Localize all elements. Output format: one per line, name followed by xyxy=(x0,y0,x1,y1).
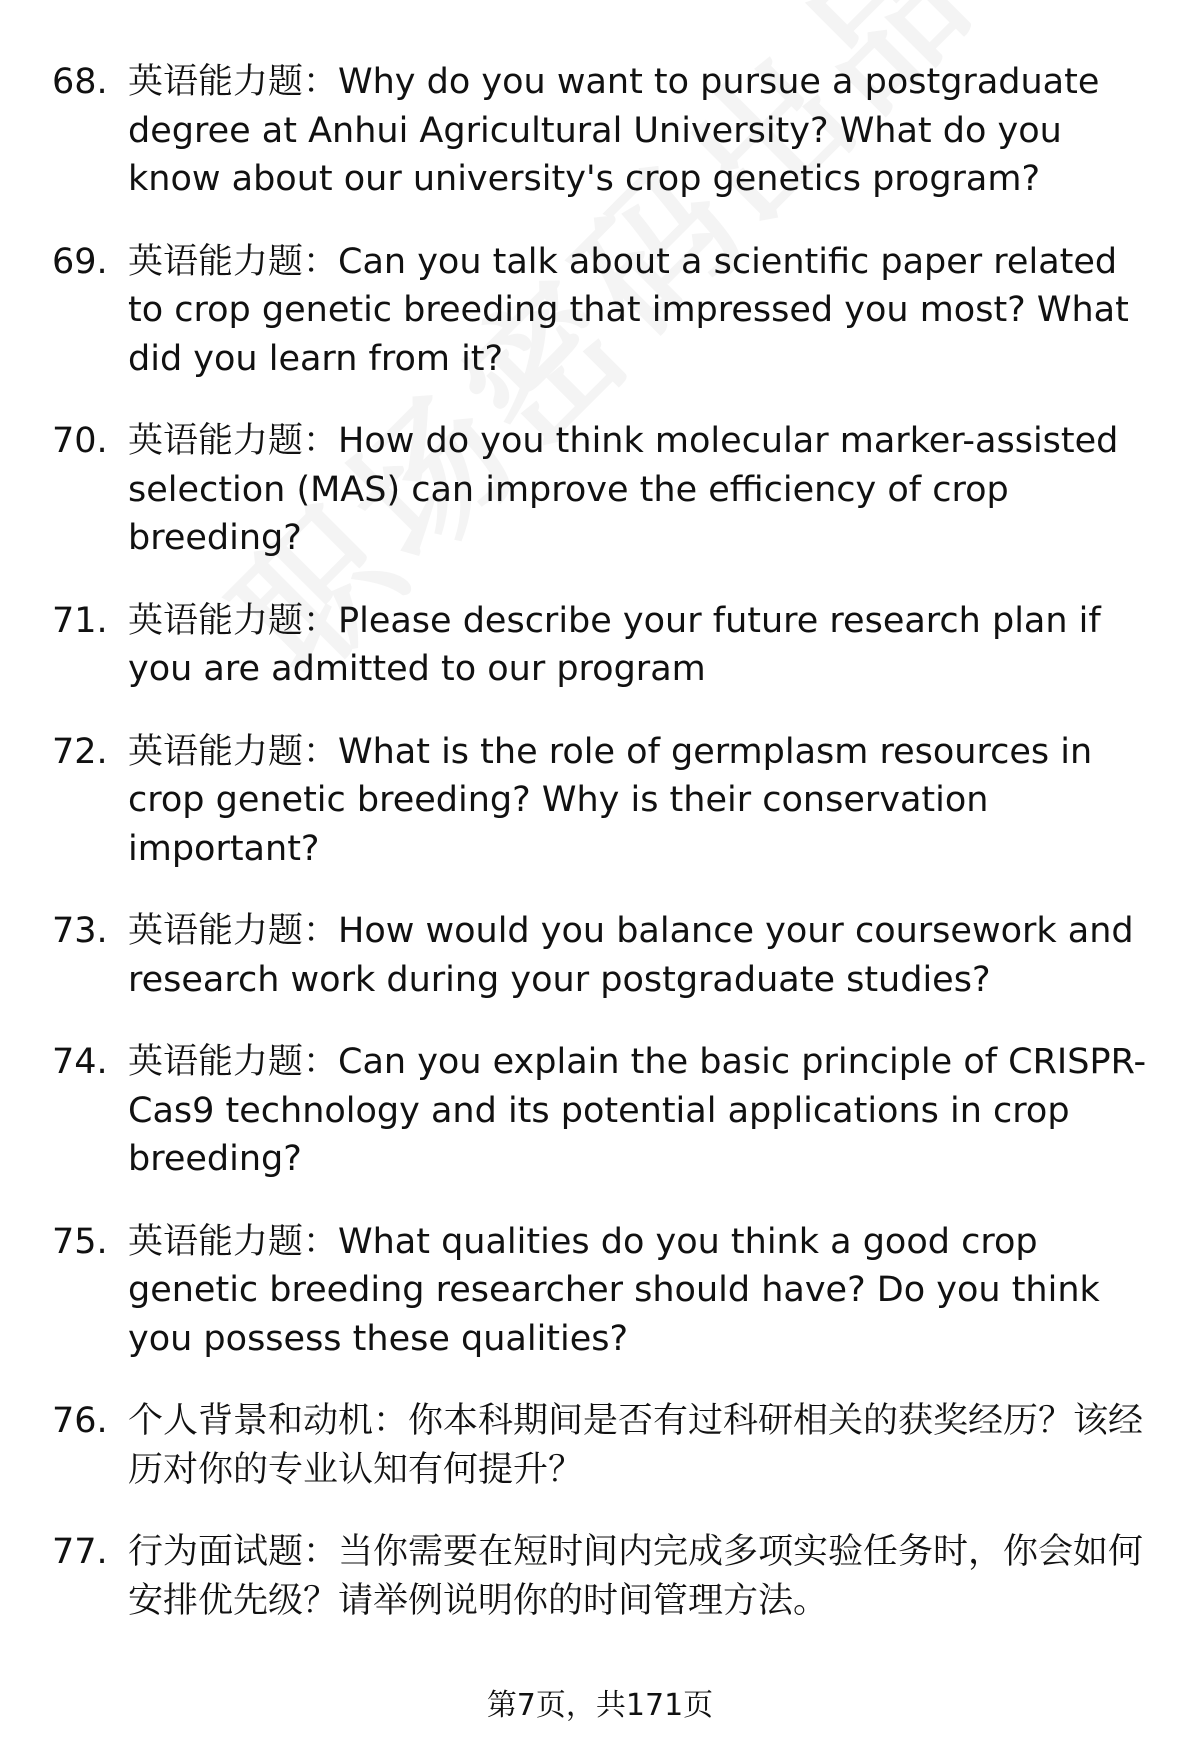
question-text: 行为面试题：当你需要在短时间内完成多项实验任务时，你会如何安排优先级？请举例说明你的时间管理方法。 xyxy=(128,1532,1144,1621)
question-text: 英语能力题：Can you talk about a scientific paper related to crop genetic breeding that impressed you most? What did you learn from it? xyxy=(128,241,1129,379)
question-list xyxy=(52,58,1162,1659)
question-item xyxy=(52,1528,1162,1625)
question-text: 英语能力题：What qualities do you think a good crop genetic breeding researcher should have? Do you think you possess these qualities? xyxy=(128,1221,1100,1359)
question-item xyxy=(52,1038,1162,1184)
question-number: 76. xyxy=(52,1401,108,1441)
question-text: 英语能力题：Why do you want to pursue a postgraduate degree at Anhui Agricultural University? What do you know about our university's crop genetics program? xyxy=(128,62,1100,199)
question-item xyxy=(52,58,1162,204)
question-number: 70. xyxy=(52,421,108,461)
question-number: 71. xyxy=(52,600,108,641)
question-number: 75. xyxy=(52,1221,108,1262)
question-item xyxy=(52,907,1162,1004)
question-number: 69. xyxy=(52,241,108,282)
question-text: 英语能力题：What is the role of germplasm resources in crop genetic breeding? Why is their conservation important? xyxy=(128,731,1093,869)
question-item xyxy=(52,1397,1162,1494)
page-number-label: 第7页，共171页 xyxy=(486,1688,714,1723)
question-text: 英语能力题：How do you think molecular marker-assisted selection (MAS) can improve the efficiency of crop breeding? xyxy=(128,421,1119,558)
question-item xyxy=(52,238,1162,384)
question-number: 68. xyxy=(52,62,108,102)
page-footer xyxy=(0,1680,1200,1724)
question-item xyxy=(52,1218,1162,1364)
question-text: 英语能力题：Can you explain the basic principle of CRISPR-Cas9 technology and its potential applications in crop breeding? xyxy=(128,1042,1147,1179)
question-text: 英语能力题：Please describe your future research plan if you are admitted to our program xyxy=(128,600,1101,689)
question-number: 73. xyxy=(52,911,108,951)
question-item xyxy=(52,417,1162,563)
question-item xyxy=(52,728,1162,874)
question-number: 72. xyxy=(52,731,108,772)
question-text: 英语能力题：How would you balance your coursework and research work during your postgraduate studies? xyxy=(128,911,1134,1000)
question-item xyxy=(52,597,1162,694)
question-text: 个人背景和动机：你本科期间是否有过科研相关的获奖经历？该经历对你的专业认知有何提升？ xyxy=(128,1401,1144,1490)
question-number: 77. xyxy=(52,1532,108,1572)
question-number: 74. xyxy=(52,1042,108,1082)
